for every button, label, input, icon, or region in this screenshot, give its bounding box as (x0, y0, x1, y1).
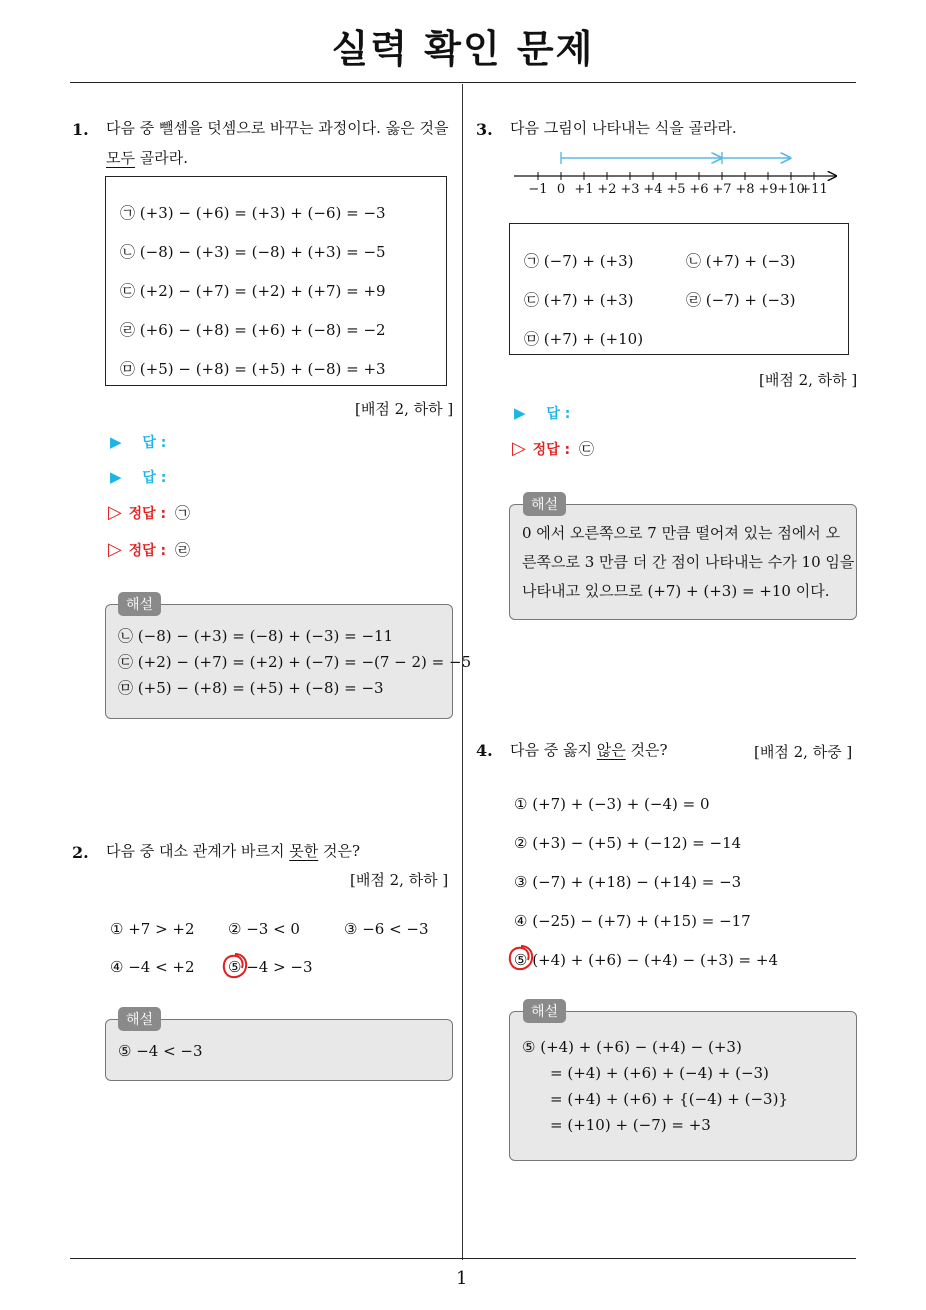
q3-choice-c: ㉢ (+7) + (+3) (524, 291, 634, 309)
q1-text-line1: 다음 중 뺄셈을 덧셈으로 바꾸는 과정이다. 옳은 것을 (106, 119, 449, 137)
q1-explanation-box (105, 604, 472, 719)
q2-explanation-tag: 해설 (118, 1007, 161, 1031)
q2-score: [배점 2, 하하 ] (350, 871, 449, 889)
q3-expl-line: 나타내고 있으므로 (+7) + (+3) = +10 이다. (522, 582, 830, 600)
q3-choice-e: ㉤ (+7) + (+10) (524, 330, 644, 348)
q1-text-rest: 골라라. (134, 149, 188, 167)
q3-number: 3. (476, 120, 493, 139)
q1-correct-value: ㉠ (174, 504, 190, 522)
q1-score: [배점 2, 하하 ] (355, 400, 454, 418)
q4-option-1[interactable]: ① (+7) + (−3) + (−4) = 0 (514, 795, 710, 813)
q1-choice-d: ㉣ (+6) − (+8) = (+6) + (−8) = −2 (120, 321, 386, 339)
page-number: 1 (456, 1268, 468, 1289)
q4-expl-line: = (+10) + (−7) = +3 (550, 1116, 711, 1134)
q3-answer-label: 답 : (546, 406, 571, 422)
q1-correct-label: 정답 : (128, 543, 167, 559)
q4-expl-line: = (+4) + (+6) + (−4) + (−3) (550, 1064, 769, 1082)
q1-choices-box (105, 176, 447, 386)
number-line-label: +9 (758, 182, 778, 197)
outline-triangle-icon: ▷ (512, 438, 526, 459)
q1-answer-row-2[interactable] (110, 467, 166, 487)
q1-answer-label: 답 : (142, 435, 167, 451)
q2-answer-mark-icon (219, 950, 251, 982)
q2-question-text (106, 836, 360, 866)
q1-explanation-tag: 해설 (118, 592, 161, 616)
q3-choice-d: ㉣ (−7) + (−3) (686, 291, 796, 309)
column-divider (462, 84, 463, 1260)
q1-answer-row-1[interactable] (110, 432, 166, 452)
q1-expl-line: ㉤ (+5) − (+8) = (+5) + (−8) = −3 (118, 679, 384, 697)
q2-option-5[interactable]: ⑤ −4 > −3 (228, 958, 313, 976)
number-line-label: +11 (800, 182, 828, 197)
play-arrow-icon: ▶ (514, 404, 526, 422)
play-arrow-icon: ▶ (110, 468, 122, 486)
q3-choice-b: ㉡ (+7) + (−3) (686, 252, 796, 270)
q3-correct-label: 정답 : (532, 442, 571, 458)
number-line-label: +1 (574, 182, 594, 197)
q1-choice-b: ㉡ (−8) − (+3) = (−8) + (+3) = −5 (120, 243, 386, 261)
q3-number-line (510, 148, 840, 182)
number-line-label: −1 (528, 182, 548, 197)
q1-correct-value: ㉣ (174, 541, 190, 559)
q2-option-3[interactable]: ③ −6 < −3 (344, 920, 429, 938)
q4-question-text (510, 735, 668, 765)
q1-answer-label: 답 : (142, 470, 167, 486)
q2-number: 2. (72, 843, 89, 862)
number-line-label: +8 (735, 182, 755, 197)
q4-explanation-box (509, 1011, 857, 1161)
q2-text-before: 다음 중 대소 관계가 바르지 (106, 842, 290, 860)
q1-choice-e: ㉤ (+5) − (+8) = (+5) + (−8) = +3 (120, 360, 386, 378)
q4-text-after: 것은? (625, 741, 668, 759)
q3-choice-a: ㉠ (−7) + (+3) (524, 252, 634, 270)
q2-option-2[interactable]: ② −3 < 0 (228, 920, 300, 938)
outline-triangle-icon: ▷ (108, 539, 122, 560)
q3-question-text: 다음 그림이 나타내는 식을 골라라. (510, 119, 737, 137)
q3-correct-value: ㉢ (578, 440, 594, 458)
q3-correct-row (512, 438, 594, 459)
q3-explanation-tag: 해설 (523, 492, 566, 516)
header-rule (70, 82, 856, 83)
number-line-label: +2 (597, 182, 617, 197)
q3-choices-box (509, 223, 849, 355)
q4-answer-mark-icon (505, 942, 537, 974)
q2-text-underlined: 못한 (289, 842, 319, 860)
q4-text-underlined: 않은 (596, 741, 626, 759)
q1-number: 1. (72, 120, 89, 139)
q4-explanation-tag: 해설 (523, 999, 566, 1023)
q4-number: 4. (476, 741, 493, 760)
q1-choice-a: ㉠ (+3) − (+6) = (+3) + (−6) = −3 (120, 204, 386, 222)
number-line-label: +5 (666, 182, 686, 197)
footer-rule (70, 1258, 856, 1259)
q2-option-4[interactable]: ④ −4 < +2 (110, 958, 195, 976)
q1-correct-label: 정답 : (128, 506, 167, 522)
number-line-label: +4 (643, 182, 663, 197)
q3-expl-line: 0 에서 오른쪽으로 7 만큼 떨어져 있는 점에서 오 (522, 524, 841, 542)
page-title: 실력 확인 문제 (331, 27, 595, 71)
number-line-label: +10 (777, 182, 805, 197)
q2-option-1[interactable]: ① +7 > +2 (110, 920, 195, 938)
number-line-label: +7 (712, 182, 732, 197)
q3-expl-line: 른쪽으로 3 만큼 더 간 점이 나타내는 수가 10 임을 (522, 553, 855, 571)
q2-text-after: 것은? (318, 842, 361, 860)
q4-option-2[interactable]: ② (+3) − (+5) + (−12) = −14 (514, 834, 742, 852)
q3-score: [배점 2, 하하 ] (759, 371, 858, 389)
play-arrow-icon: ▶ (110, 433, 122, 451)
q4-option-3[interactable]: ③ (−7) + (+18) − (+14) = −3 (514, 873, 742, 891)
q1-text-underlined: 모두 (106, 149, 135, 167)
q4-option-5[interactable]: ⑤ (+4) + (+6) − (+4) − (+3) = +4 (514, 951, 779, 969)
q3-answer-row[interactable] (514, 403, 570, 423)
q3-explanation-box (509, 504, 857, 620)
q1-correct-row-1 (108, 502, 190, 523)
q2-expl-line: ⑤ −4 < −3 (118, 1042, 203, 1060)
q1-question-text (106, 113, 458, 173)
q1-expl-line: ㉢ (+2) − (+7) = (+2) + (−7) = −(7 − 2) = −5 (118, 653, 472, 671)
q4-expl-line: = (+4) + (+6) + {(−4) + (−3)} (550, 1090, 789, 1108)
number-line-label: +3 (620, 182, 640, 197)
q1-expl-line: ㉡ (−8) − (+3) = (−8) + (−3) = −11 (118, 627, 394, 645)
q4-expl-line: ⑤ (+4) + (+6) − (+4) − (+3) (522, 1038, 742, 1056)
number-line-label: 0 (556, 182, 566, 197)
q3-number-line-labels (510, 182, 840, 202)
q4-text-before: 다음 중 옳지 (510, 741, 597, 759)
q1-correct-row-2 (108, 539, 190, 560)
number-line-label: +6 (689, 182, 709, 197)
q4-option-4[interactable]: ④ (−25) − (+7) + (+15) = −17 (514, 912, 751, 930)
q4-score: [배점 2, 하중 ] (754, 743, 853, 761)
q1-choice-c: ㉢ (+2) − (+7) = (+2) + (+7) = +9 (120, 282, 386, 300)
outline-triangle-icon: ▷ (108, 502, 122, 523)
